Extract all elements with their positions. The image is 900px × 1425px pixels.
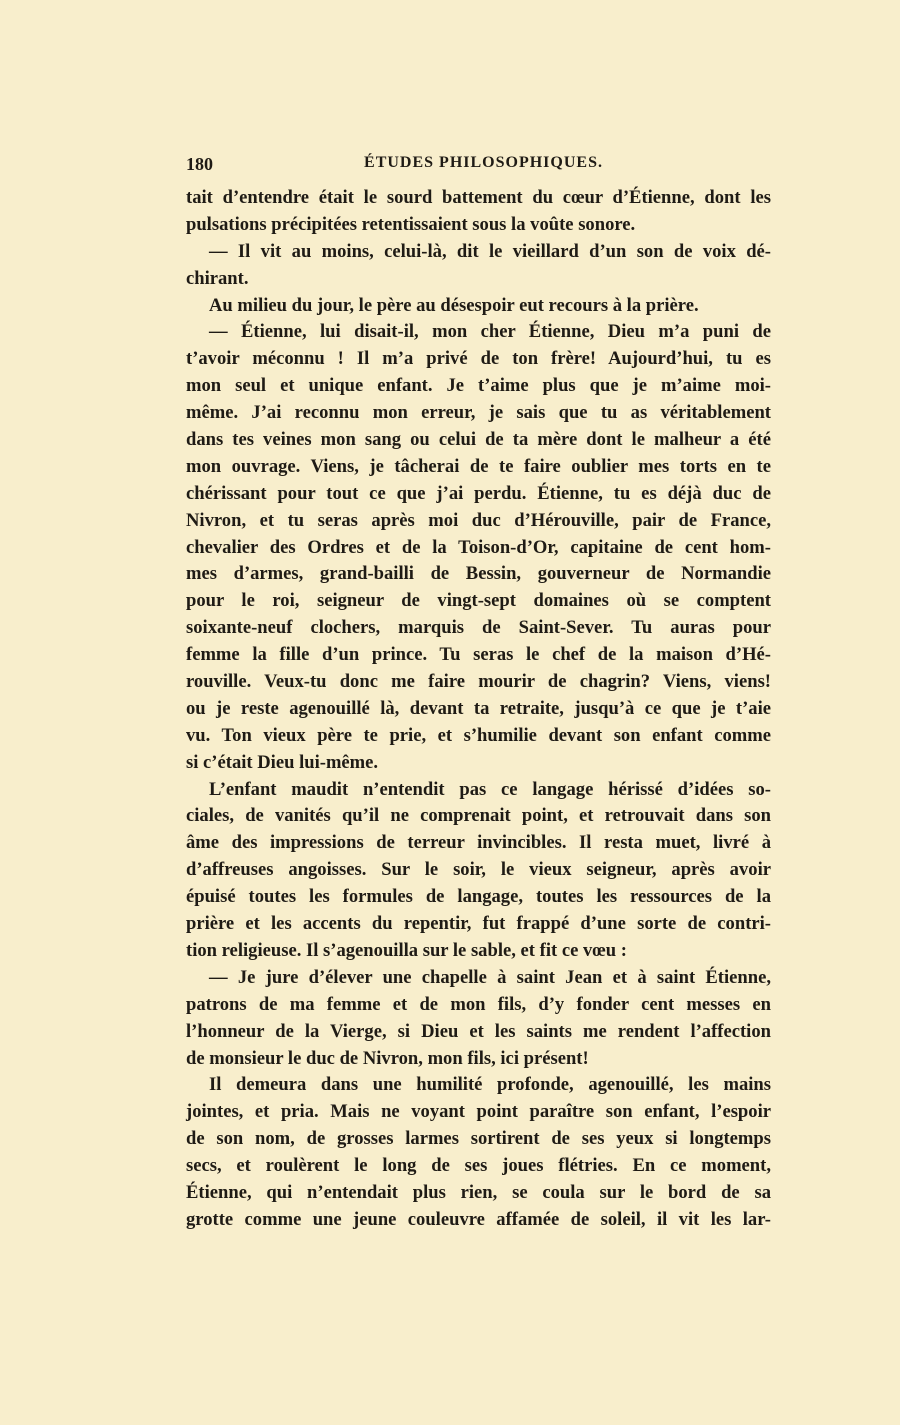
text-line: tion religieuse. Il s’agenouilla sur le sable, et fit ce vœu : [186,939,627,961]
text-line: si c’était Dieu lui-même. [186,751,379,773]
text-line: t’avoir méconnu ! Il m’a privé de ton frère! Aujourd’hui, tu es [186,348,771,370]
text-line: âme des impressions de terreur invincibles. Il resta muet, livré à [186,832,771,854]
text-line: — Il vit au moins, celui-là, dit le vieillard d’un son de voix dé- [209,240,771,262]
text-line: prière et les accents du repentir, fut frappé d’une sorte de contri- [186,913,771,935]
text-line: d’affreuses angoisses. Sur le soir, le vieux seigneur, après avoir [186,859,771,881]
text-line: jointes, et pria. Mais ne voyant point paraître son enfant, l’espoir [186,1101,771,1123]
page-number: 180 [186,154,213,174]
text-line: chirant. [186,267,249,289]
text-line: rouville. Veux-tu donc me faire mourir de chagrin? Viens, viens! [186,671,771,693]
text-line: pour le roi, seigneur de vingt-sept domaines où se comptent [186,590,771,612]
text-line: même. J’ai reconnu mon erreur, je sais que tu as véritablement [186,402,771,424]
text-line: soixante-neuf clochers, marquis de Saint-Sever. Tu auras pour [186,617,771,639]
text-line: mes d’armes, grand-bailli de Bessin, gouverneur de Normandie [186,563,771,585]
text-line: l’honneur de la Vierge, si Dieu et les saints me rendent l’affection [186,1020,771,1042]
text-line: pulsations précipitées retentissaient sous la voûte sonore. [186,213,636,235]
running-title: ÉTUDES PHILOSOPHIQUES. [364,154,603,171]
page-body-text [186,185,771,1234]
text-line: épuisé toutes les formules de langage, toutes les ressources de la [186,886,771,908]
text-line: ciales, de vanités qu’il ne comprenait point, et retrouvait dans son [186,805,771,827]
text-line: Étienne, qui n’entendait plus rien, se coula sur le bord de sa [186,1181,771,1203]
text-line: chevalier des Ordres et de la Toison-d’Or, capitaine de cent hom- [186,536,771,558]
text-line: — Étienne, lui disait-il, mon cher Étienne, Dieu m’a puni de [209,321,771,343]
text-line: Il demeura dans une humilité profonde, agenouillé, les mains [209,1074,771,1096]
text-line: mon seul et unique enfant. Je t’aime plus que je m’aime moi- [186,375,771,397]
text-line: — Je jure d’élever une chapelle à saint Jean et à saint Étienne, [209,966,771,988]
text-line: vu. Ton vieux père te prie, et s’humilie devant son enfant comme [186,724,771,746]
text-line: dans tes veines mon sang ou celui de ta mère dont le malheur a été [186,429,771,451]
text-line: femme la fille d’un prince. Tu seras le chef de la maison d’Hé- [186,644,771,666]
text-line: Nivron, et tu seras après moi duc d’Hérouville, pair de France, [186,509,771,531]
text-line: Au milieu du jour, le père au désespoir eut recours à la prière. [209,294,699,316]
text-line: mon ouvrage. Viens, je tâcherai de te faire oublier mes torts en te [186,455,771,477]
text-line: secs, et roulèrent le long de ses joues flétries. En ce moment, [186,1155,771,1177]
text-line: ou je reste agenouillé là, devant ta retraite, jusqu’à ce que je t’aie [186,697,771,719]
text-line: chérissant pour tout ce que j’ai perdu. Étienne, tu es déjà duc de [186,482,771,504]
text-line: patrons de ma femme et de mon fils, d’y fonder cent messes en [186,993,771,1015]
text-line: tait d’entendre était le sourd battement du cœur d’Étienne, dont les [186,187,771,208]
text-line: grotte comme une jeune couleuvre affamée de soleil, il vit les lar- [186,1208,771,1230]
text-line: L’enfant maudit n’entendit pas ce langage hérissé d’idées so- [209,778,771,800]
text-line: de son nom, de grosses larmes sortirent de ses yeux si longtemps [186,1128,771,1150]
running-header [186,154,771,178]
text-line: de monsieur le duc de Nivron, mon fils, ici présent! [186,1047,589,1069]
